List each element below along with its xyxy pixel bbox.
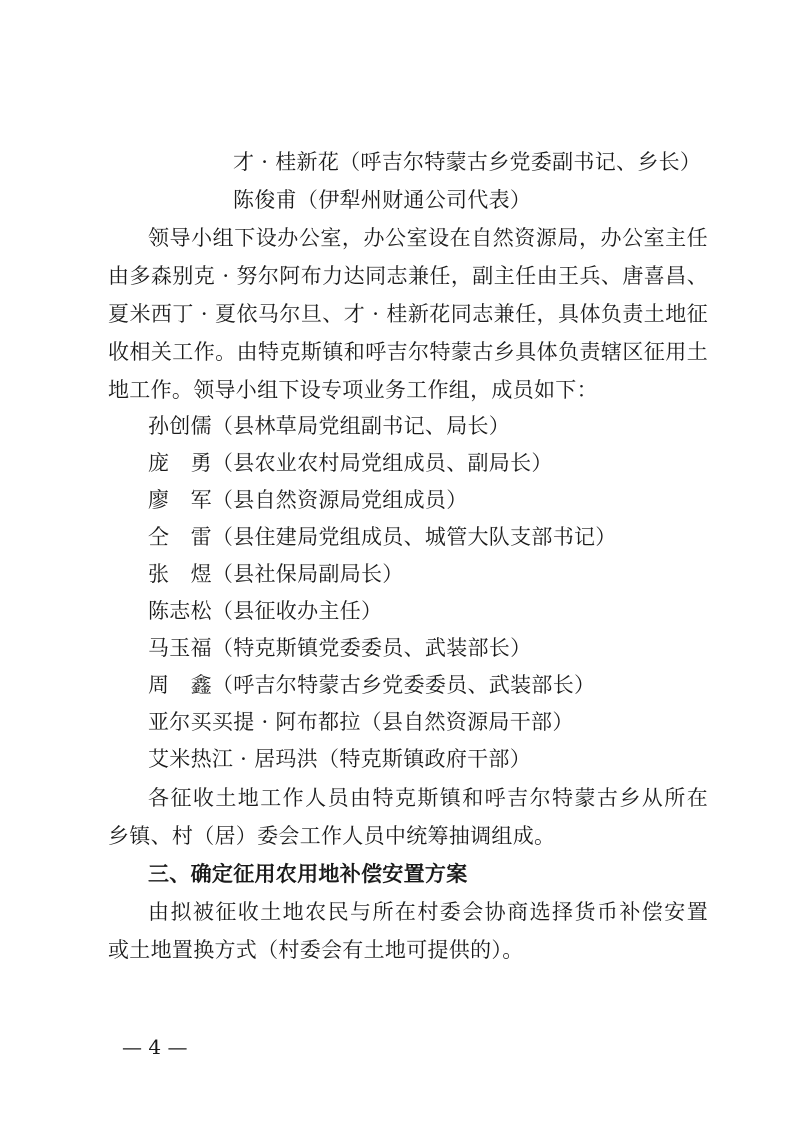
member-line: 周 鑫（呼吉尔特蒙古乡党委委员、武装部长） (148, 673, 596, 697)
paragraph-line: 夏米西丁 · 夏依马尔旦、才 · 桂新花同志兼任，具体负责土地征 (108, 302, 708, 326)
member-line: 仝 雷（县住建局党组成员、城管大队支部书记） (148, 525, 617, 549)
paragraph-line: 各征收土地工作人员由特克斯镇和呼吉尔特蒙古乡从所在 (148, 786, 708, 810)
paragraph-line: 由多森别克 · 努尔阿布力达同志兼任，副主任由王兵、唐喜昌、 (108, 264, 708, 288)
member-line: 孙创儒（县林草局党组副书记、局长） (148, 414, 511, 438)
member-line: 廖 军（县自然资源局党组成员） (148, 488, 468, 512)
member-line: 庞 勇（县农业农村局党组成员、副局长） (148, 451, 553, 475)
member-line-chenjunfu: 陈俊甫（伊犁州财通公司代表） (233, 188, 532, 212)
page-number: — 4 — (122, 1035, 188, 1059)
paragraph-line: 地工作。领导小组下设专项业务工作组，成员如下： (108, 378, 598, 402)
member-line: 陈志松（县征收办主任） (148, 599, 383, 623)
section-heading: 三、确定征用农用地补偿安置方案 (148, 862, 468, 886)
paragraph-line: 或土地置换方式（村委会有土地可提供的）。 (108, 938, 524, 962)
paragraph-line: 由拟被征收土地农民与所在村委会协商选择货币补偿安置 (148, 900, 708, 924)
member-line: 马玉福（特克斯镇党委委员、武装部长） (148, 636, 532, 660)
member-line-guixinhua: 才 · 桂新花（呼吉尔特蒙古乡党委副书记、乡长） (233, 150, 702, 174)
paragraph-line: 乡镇、村（居）委会工作人员中统筹抽调组成。 (108, 824, 556, 848)
paragraph-line: 收相关工作。由特克斯镇和呼吉尔特蒙古乡具体负责辖区征用土 (108, 340, 708, 364)
member-line: 艾米热江 · 居玛洪（特克斯镇政府干部） (148, 747, 532, 771)
member-line: 亚尔买买提 · 阿布都拉（县自然资源局干部） (148, 710, 574, 734)
paragraph-line: 领导小组下设办公室，办公室设在自然资源局，办公室主任 (148, 226, 708, 250)
member-line: 张 煜（县社保局副局长） (148, 562, 404, 586)
